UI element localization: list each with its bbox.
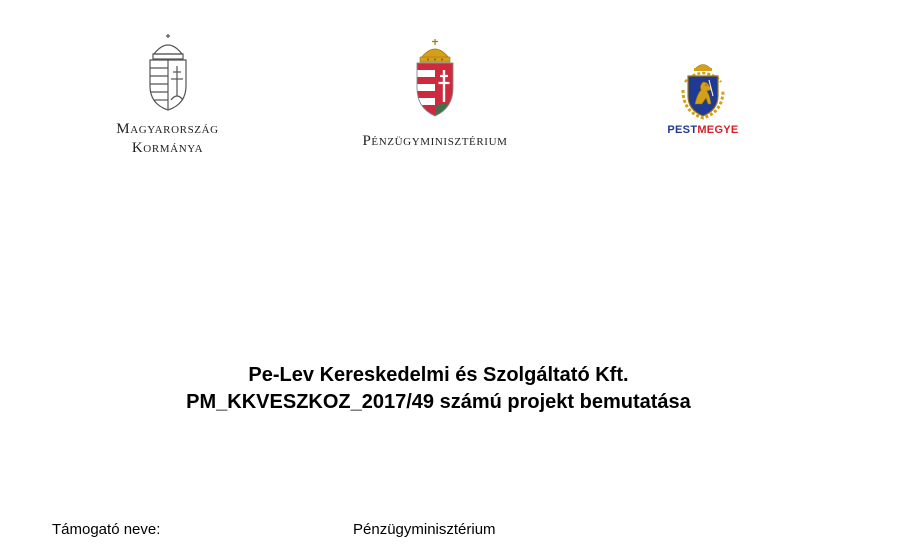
document-title-line2: PM_KKVESZKOZ_2017/49 számú projekt bemutatása [186,391,691,413]
supporter-name-value: Pénzügyminisztérium [353,521,496,538]
coat-of-arms-outline-icon [140,34,196,112]
ministry-name: Pénzügyminisztérium [362,133,508,149]
government-name-line1: Magyarország [116,121,219,137]
pest-word-part1: PEST [667,124,698,136]
government-name-line2: Kormánya [131,140,204,156]
ministry-logo [340,38,530,151]
pest-megye-wordmark [648,124,758,136]
government-logo [100,34,235,158]
pest-word-part2: MEGYE [697,124,739,136]
pest-county-coat-of-arms-icon [675,60,731,122]
document-title-line1: Pe-Lev Kereskedelmi és Szolgáltató Kft. [248,364,629,386]
coat-of-arms-color-icon [410,38,460,118]
pest-county-logo [648,60,758,136]
supporter-name-label: Támogató neve: [52,521,161,538]
